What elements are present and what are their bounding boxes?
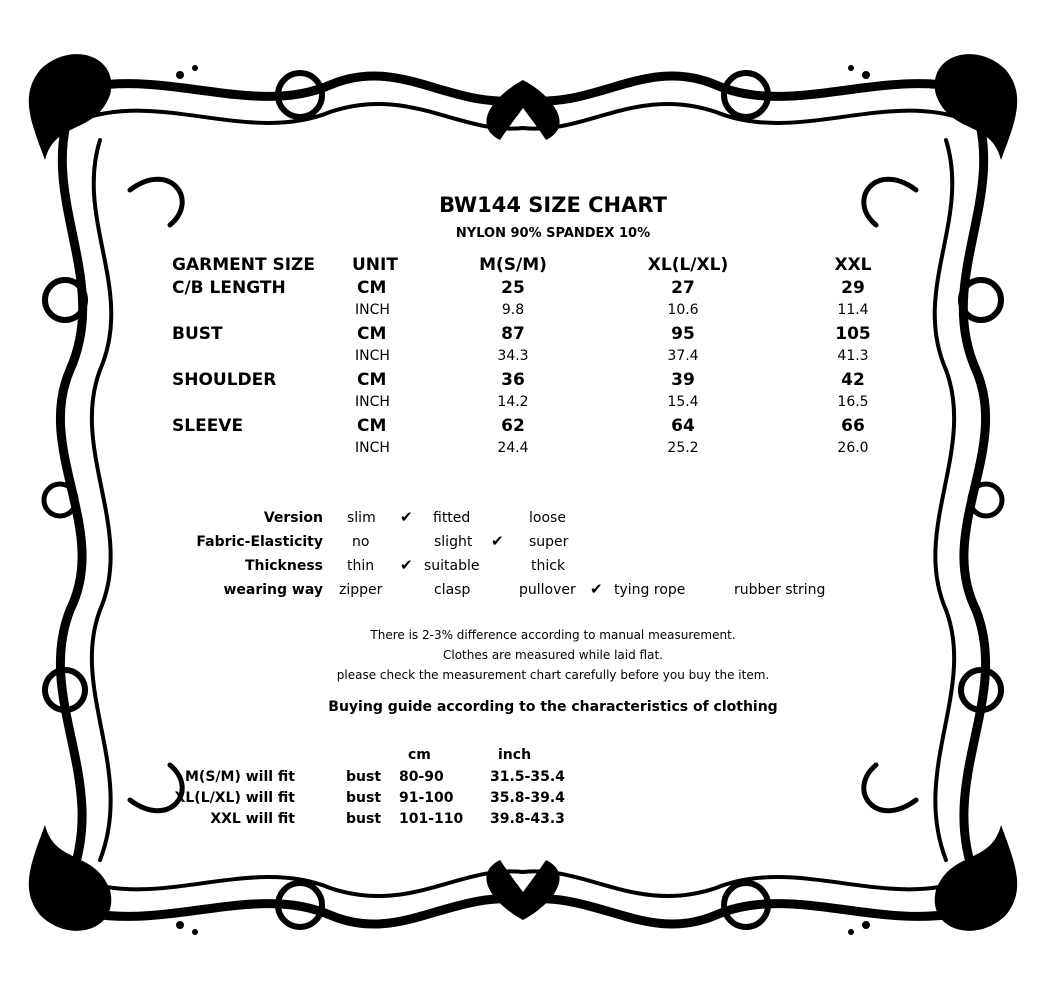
cell-value: 62 xyxy=(501,416,525,436)
cell-value: 64 xyxy=(671,416,695,436)
cell-value: 14.2 xyxy=(497,394,529,410)
unit-cm: CM xyxy=(357,278,387,298)
row-label: BUST xyxy=(172,324,223,344)
option: fitted xyxy=(433,510,471,526)
guide-row-inch: 39.8-43.3 xyxy=(490,811,565,827)
row-label: C/B LENGTH xyxy=(172,278,286,298)
header-size-m: M(S/M) xyxy=(479,255,547,275)
note-line: Clothes are measured while laid flat. xyxy=(443,648,663,662)
guide-col-inch: inch xyxy=(498,747,532,763)
header-unit: UNIT xyxy=(352,255,398,275)
cell-value: 10.6 xyxy=(667,302,699,318)
guide-row-part: bust xyxy=(346,769,382,785)
unit-cm: CM xyxy=(357,370,387,390)
option: rubber string xyxy=(734,582,826,598)
guide-row-label: XL(L/XL) will fit xyxy=(174,790,295,806)
cell-value: 66 xyxy=(841,416,865,436)
row-label: SLEEVE xyxy=(172,416,244,436)
check-icon: ✔ xyxy=(400,556,413,574)
cell-value: 25.2 xyxy=(667,440,699,456)
check-icon: ✔ xyxy=(590,580,603,598)
buying-guide-title: Buying guide according to the characteristics of clothing xyxy=(328,699,778,715)
guide-col-cm: cm xyxy=(408,747,431,763)
header-size-xl: XL(L/XL) xyxy=(647,255,729,275)
check-icon: ✔ xyxy=(400,508,413,526)
unit-inch: INCH xyxy=(355,348,390,364)
unit-inch: INCH xyxy=(355,440,390,456)
cell-value: 87 xyxy=(501,324,525,344)
guide-row-label: M(S/M) will fit xyxy=(184,769,295,785)
cell-value: 37.4 xyxy=(667,348,699,364)
cell-value: 95 xyxy=(671,324,695,344)
header-size-xxl: XXL xyxy=(834,255,872,275)
option: pullover xyxy=(519,582,576,598)
attr-wearing-way-label: wearing way xyxy=(223,582,323,598)
option: tying rope xyxy=(614,582,686,598)
cell-value: 39 xyxy=(671,370,695,390)
attr-elasticity-label: Fabric-Elasticity xyxy=(196,534,323,550)
option: slight xyxy=(434,534,473,550)
cell-value: 27 xyxy=(671,278,695,298)
unit-cm: CM xyxy=(357,416,387,436)
guide-row-part: bust xyxy=(346,811,382,827)
cell-value: 34.3 xyxy=(497,348,529,364)
guide-row-cm: 101-110 xyxy=(399,811,464,827)
guide-row-part: bust xyxy=(346,790,382,806)
option: suitable xyxy=(424,558,480,574)
cell-value: 41.3 xyxy=(837,348,869,364)
cell-value: 9.8 xyxy=(501,302,525,318)
cell-value: 16.5 xyxy=(837,394,869,410)
page-title: BW144 SIZE CHART xyxy=(439,193,667,217)
guide-row-inch: 31.5-35.4 xyxy=(490,769,565,785)
option: no xyxy=(352,534,370,550)
guide-row-inch: 35.8-39.4 xyxy=(490,790,565,806)
option: super xyxy=(529,534,569,550)
option: loose xyxy=(529,510,566,526)
cell-value: 24.4 xyxy=(497,440,529,456)
note-line: please check the measurement chart carefully before you buy the item. xyxy=(336,668,770,682)
option: slim xyxy=(347,510,376,526)
check-icon: ✔ xyxy=(491,532,504,550)
row-label: SHOULDER xyxy=(172,370,277,390)
cell-value: 36 xyxy=(501,370,525,390)
material-composition: NYLON 90% SPANDEX 10% xyxy=(455,226,651,241)
attr-thickness-label: Thickness xyxy=(244,558,323,574)
guide-row-cm: 91-100 xyxy=(399,790,454,806)
cell-value: 105 xyxy=(835,324,871,344)
cell-value: 42 xyxy=(841,370,865,390)
option: zipper xyxy=(339,582,383,598)
note-line: There is 2-3% difference according to manual measurement. xyxy=(370,628,736,642)
header-garment-size: GARMENT SIZE xyxy=(172,255,315,275)
unit-inch: INCH xyxy=(355,394,390,410)
attr-version-label: Version xyxy=(263,510,323,526)
unit-inch: INCH xyxy=(355,302,390,318)
cell-value: 29 xyxy=(841,278,865,298)
option: thin xyxy=(347,558,375,574)
option: clasp xyxy=(434,582,471,598)
cell-value: 11.4 xyxy=(837,302,869,318)
option: thick xyxy=(531,558,566,574)
unit-cm: CM xyxy=(357,324,387,344)
guide-row-label: XXL will fit xyxy=(210,811,295,827)
guide-row-cm: 80-90 xyxy=(399,769,444,785)
cell-value: 15.4 xyxy=(667,394,699,410)
cell-value: 26.0 xyxy=(837,440,869,456)
cell-value: 25 xyxy=(501,278,525,298)
